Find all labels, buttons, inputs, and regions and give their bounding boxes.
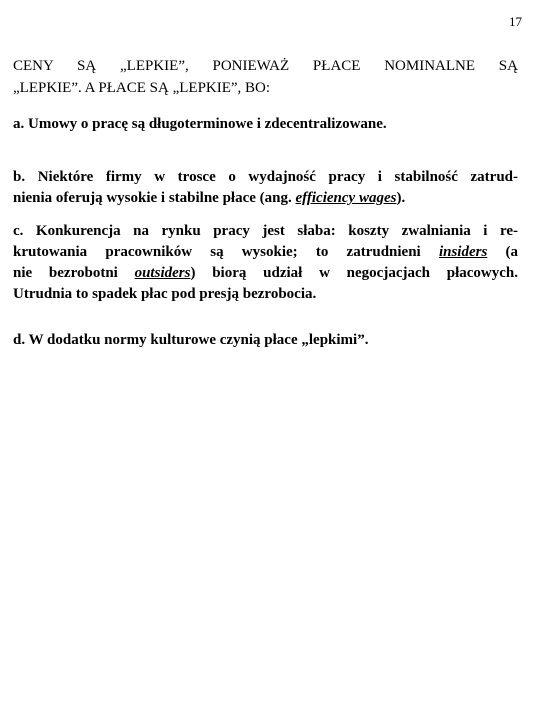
point-c-line-3-post: ) biorą udział w negocjacjach płacowych. xyxy=(190,265,518,281)
point-c-line-2 xyxy=(13,242,518,263)
term-efficiency-wages: efficiency wages xyxy=(295,190,397,206)
point-d xyxy=(13,330,518,351)
point-a-text: a. Umowy o pracę są długoterminowe i zdecentralizowane. xyxy=(13,116,387,132)
heading-line-1: CENY SĄ „LEPKIE”, PONIEWAŻ PŁACE NOMINALNE SĄ xyxy=(13,58,518,74)
point-c-line-3-pre: nie bezrobotni xyxy=(13,265,135,281)
slide-heading xyxy=(13,55,518,99)
point-c-line-3 xyxy=(13,263,518,284)
page-number: 17 xyxy=(509,14,522,29)
point-a xyxy=(13,114,518,135)
point-c-line-1: c. Konkurencja na rynku pracy jest słaba: koszty zwalniania i re- xyxy=(13,223,518,239)
point-b-line-2-pre: nienia oferują wysokie i stabilne płace (ang. xyxy=(13,190,296,206)
point-c-line-4: Utrudnia to spadek płac pod presją bezrobocia. xyxy=(13,286,317,302)
point-b-line-2-post: ). xyxy=(396,190,406,206)
point-c-line-2-post: (a xyxy=(487,244,518,260)
point-c-line-2-pre: krutowania pracowników są wysokie; to zatrudnieni xyxy=(13,244,439,260)
term-outsiders: outsiders xyxy=(134,265,191,281)
point-c xyxy=(13,221,518,305)
point-b xyxy=(13,167,518,209)
heading-line-2: „LEPKIE”. A PŁACE SĄ „LEPKIE”, BO: xyxy=(13,80,271,96)
term-insiders: insiders xyxy=(438,244,488,260)
point-d-text: d. W dodatku normy kulturowe czynią płace „lepkimi”. xyxy=(13,332,369,348)
point-b-line-1: b. Niektóre firmy w trosce o wydajność pracy i stabilność zatrud- xyxy=(13,169,518,185)
point-b-line-2 xyxy=(13,188,518,209)
